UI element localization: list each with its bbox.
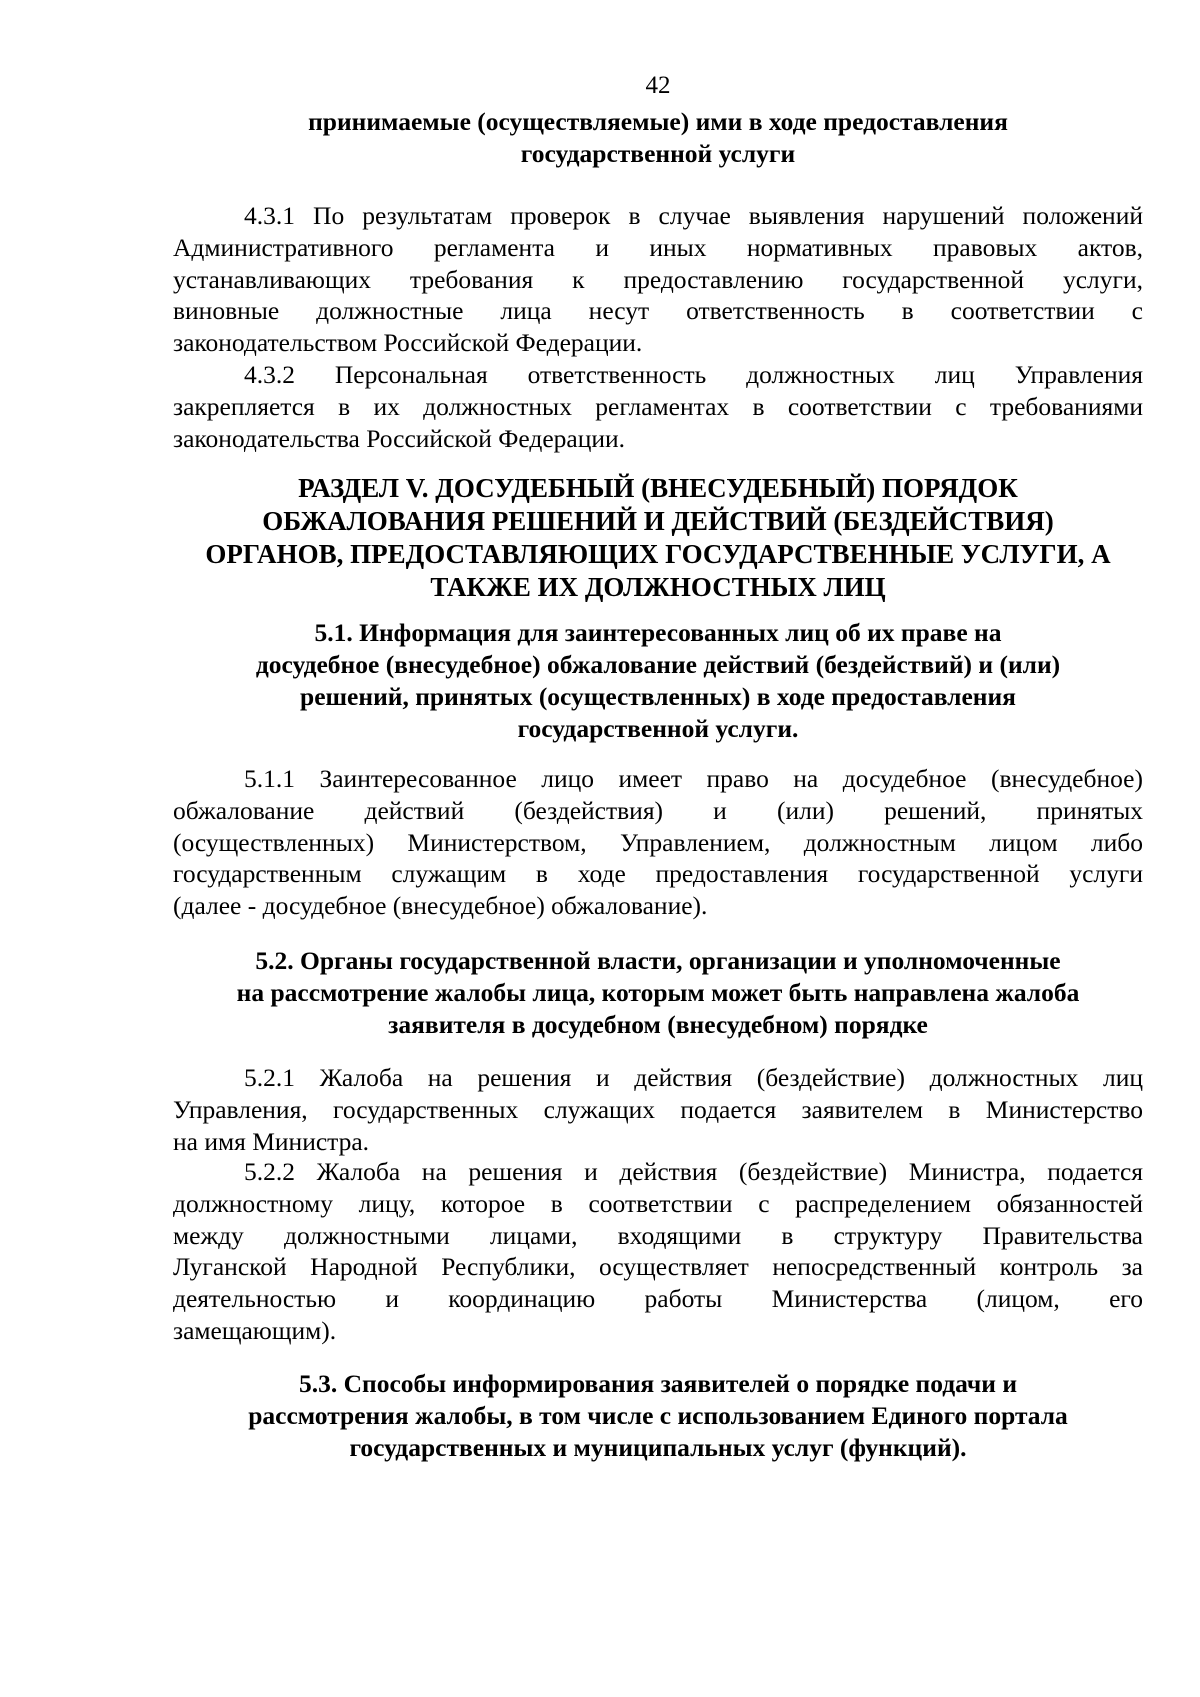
paragraph-line: законодательством Российской Федерации. bbox=[173, 328, 643, 358]
heading-line: государственной услуги. bbox=[517, 714, 799, 743]
heading-line: досудебное (внесудебное) обжалование действий (бездействий) и (или) bbox=[255, 650, 1061, 679]
heading-line: рассмотрения жалобы, в том числе с использованием Единого портала bbox=[248, 1401, 1068, 1430]
heading-line: ТАКЖЕ ИХ ДОЛЖНОСТНЫХ ЛИЦ bbox=[430, 572, 886, 602]
paragraph-line: 5.1.1 Заинтересованное лицо имеет право на досудебное (внесудебное) bbox=[244, 764, 1143, 793]
paragraph-line: на имя Министра. bbox=[173, 1126, 370, 1156]
paragraph-line: 5.2.2 Жалоба на решения и действия (бездействие) Министра, подается bbox=[244, 1157, 1143, 1186]
paragraph-line: между должностными лицами, входящими в структуру Правительства bbox=[173, 1220, 1143, 1250]
paragraph-line: Луганской Народной Республики, осуществляет непосредственный контроль за bbox=[173, 1252, 1143, 1282]
paragraph-5-2-1 bbox=[173, 1062, 1143, 1157]
paragraph-line: устанавливающих требования к предоставлению государственной услуги, bbox=[173, 264, 1143, 294]
paragraph-line: замещающим). bbox=[173, 1315, 337, 1345]
paragraph-4-3-2 bbox=[173, 359, 1143, 454]
heading-line: на рассмотрение жалобы лица, которым может быть направлена жалоба bbox=[236, 978, 1080, 1007]
paragraph-line: 4.3.2 Персональная ответственность должностных лиц Управления bbox=[244, 360, 1143, 389]
paragraph-line: виновные должностные лица несут ответственность в соответствии с bbox=[173, 296, 1143, 326]
paragraph-5-1-1 bbox=[173, 763, 1143, 922]
heading-line: принимаемые (осуществляемые) ими в ходе предоставления bbox=[308, 107, 1008, 136]
section-v-title bbox=[173, 472, 1143, 604]
paragraph-line: (далее - досудебное (внесудебное) обжалование). bbox=[173, 891, 708, 921]
paragraph-4-3-1 bbox=[173, 200, 1143, 359]
paragraph-line: законодательства Российской Федерации. bbox=[173, 423, 626, 453]
heading-line: 5.3. Способы информирования заявителей о порядке подачи и bbox=[298, 1369, 1018, 1398]
heading-line: 5.2. Органы государственной власти, организации и уполномоченные bbox=[255, 946, 1061, 975]
subsection-5-1-title bbox=[173, 617, 1143, 745]
heading-line: 5.1. Информация для заинтересованных лиц об их праве на bbox=[314, 618, 1002, 647]
paragraph-line: Управления, государственных служащих подается заявителем в Министерство bbox=[173, 1094, 1143, 1124]
heading-line: РАЗДЕЛ V. ДОСУДЕБНЫЙ (ВНЕСУДЕБНЫЙ) ПОРЯДОК bbox=[298, 473, 1018, 503]
paragraph-line: 5.2.1 Жалоба на решения и действия (бездействие) должностных лиц bbox=[244, 1063, 1143, 1092]
paragraph-line: государственным служащим в ходе предоставления государственной услуги bbox=[173, 859, 1143, 889]
paragraph-5-2-2 bbox=[173, 1156, 1143, 1347]
paragraph-line: 4.3.1 По результатам проверок в случае выявления нарушений положений bbox=[244, 201, 1143, 230]
paragraph-line: деятельностью и координацию работы Министерства (лицом, его bbox=[173, 1284, 1143, 1314]
paragraph-line: должностному лицу, которое в соответствии с распределением обязанностей bbox=[173, 1188, 1143, 1218]
paragraph-line: закрепляется в их должностных регламентах в соответствии с требованиями bbox=[173, 391, 1143, 421]
heading-line: решений, принятых (осуществленных) в ходе предоставления bbox=[300, 682, 1016, 711]
subsection-5-2-title bbox=[173, 945, 1143, 1041]
heading-line: ОРГАНОВ, ПРЕДОСТАВЛЯЮЩИХ ГОСУДАРСТВЕННЫЕ УСЛУГИ, А bbox=[205, 539, 1111, 569]
heading-line: государственных и муниципальных услуг (функций). bbox=[349, 1433, 967, 1462]
heading-line: государственной услуги bbox=[520, 139, 796, 168]
paragraph-line: (осуществленных) Министерством, Управлением, должностным лицом либо bbox=[173, 827, 1143, 857]
subsection-5-3-title bbox=[173, 1368, 1143, 1464]
heading-line: заявителя в досудебном (внесудебном) порядке bbox=[388, 1010, 928, 1039]
paragraph-line: Административного регламента и иных нормативных правовых актов, bbox=[173, 232, 1143, 262]
paragraph-line: обжалование действий (бездействия) и (или) решений, принятых bbox=[173, 795, 1143, 825]
page-number: 42 bbox=[645, 72, 671, 99]
subsection-4-3-title-continued bbox=[173, 106, 1143, 170]
heading-line: ОБЖАЛОВАНИЯ РЕШЕНИЙ И ДЕЙСТВИЙ (БЕЗДЕЙСТВИЯ) bbox=[262, 506, 1054, 536]
